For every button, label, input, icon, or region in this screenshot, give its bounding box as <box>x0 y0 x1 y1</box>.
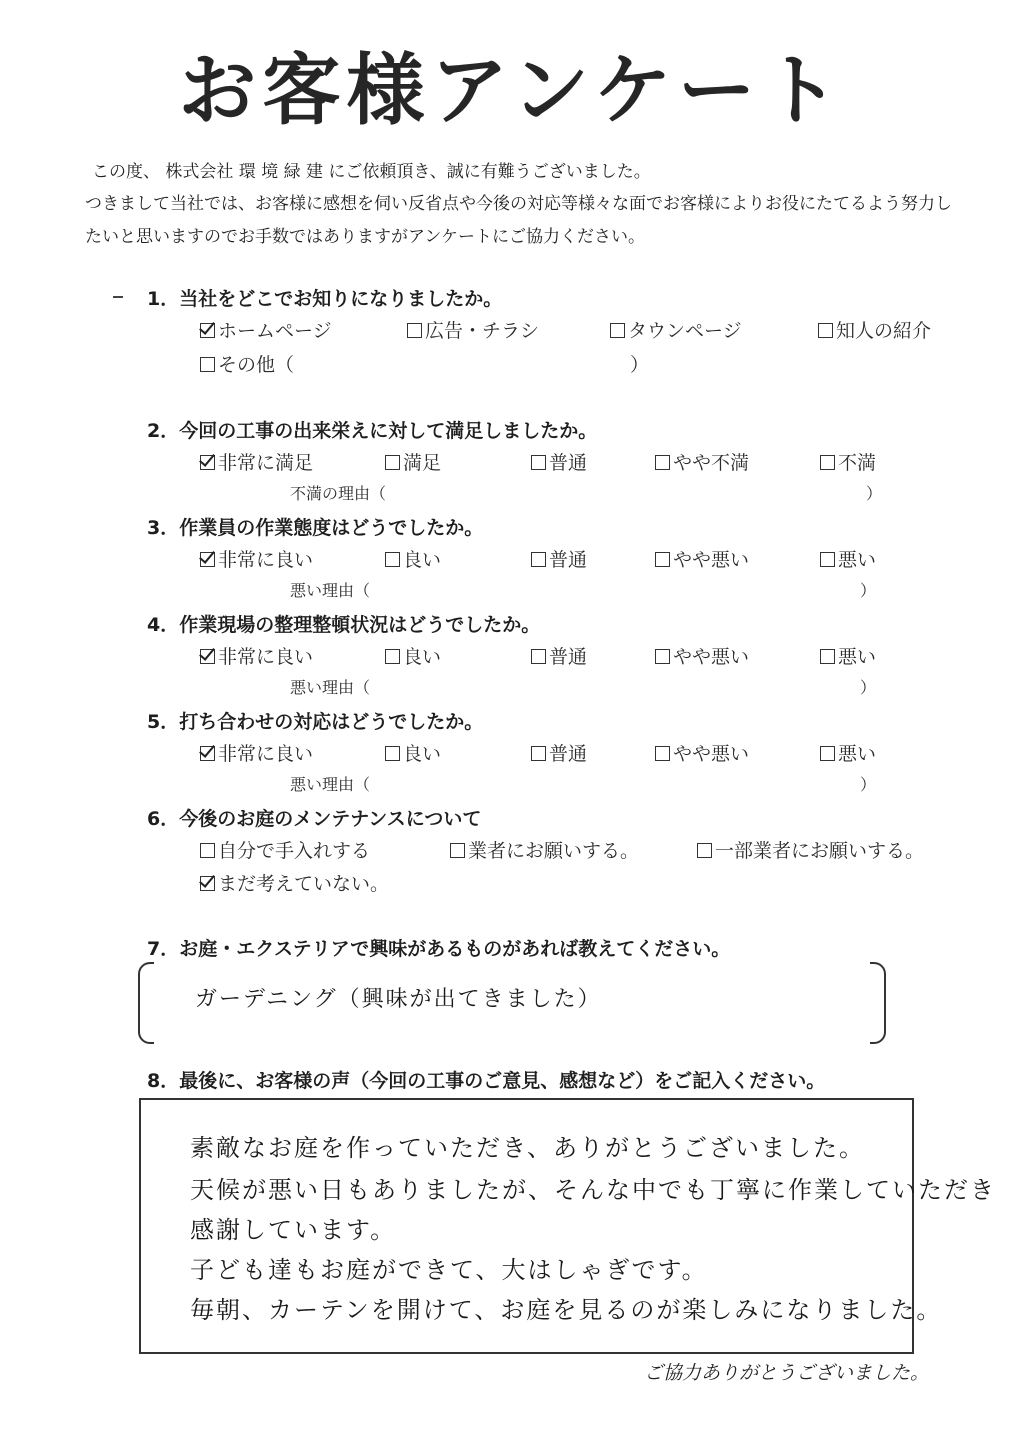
q6-option-contractor[interactable]: 業者にお願いする。 <box>450 836 639 863</box>
intro-line-2: つきまして当社では、お客様に感想を伺い反省点や今後の対応等様々な面でお客様によりお役にたてるよう努力し <box>85 194 952 214</box>
q2-option-normal[interactable]: 普通 <box>531 448 587 475</box>
q3-option-very-good[interactable]: 非常に良い <box>200 545 313 572</box>
closing-thanks: ご協力ありがとうございました。 <box>644 1362 930 1384</box>
q5-reason-label: 悪い理由（ <box>290 775 371 794</box>
q6-option-undecided[interactable]: まだ考えていない。 <box>200 869 389 896</box>
q7-bracket-left <box>138 962 154 1044</box>
q8-comment-line-5: 毎朝、カーテンを開けて、お庭を見るのが楽しみになりました。 <box>190 1296 943 1324</box>
margin-dash <box>113 296 123 298</box>
q5-reason-close: ） <box>860 775 877 794</box>
checkbox-checked[interactable] <box>200 876 215 891</box>
q3-option-somewhat-bad[interactable]: やや悪い <box>655 545 749 572</box>
checkbox[interactable] <box>385 552 400 567</box>
intro-line-1: この度、 株式会社 環 境 緑 建 にご依頼頂き、誠に有難うございました。 <box>92 162 651 182</box>
checkbox[interactable] <box>407 323 422 338</box>
checkbox[interactable] <box>200 357 215 372</box>
q8-title: 8．最後に、お客様の声（今回の工事のご意見、感想など）をご記入ください。 <box>147 1070 826 1092</box>
checkbox[interactable] <box>450 843 465 858</box>
checkbox[interactable] <box>531 746 546 761</box>
intro-line-3: たいと思いますのでお手数ではありますがアンケートにご協力ください。 <box>85 227 645 247</box>
q2-option-very-satisfied[interactable]: 非常に満足 <box>200 448 313 475</box>
q5-option-normal[interactable]: 普通 <box>531 739 587 766</box>
q8-comment-line-3: 感謝しています。 <box>190 1216 397 1244</box>
q3-reason-close: ） <box>860 581 877 600</box>
q6-option-partial-contractor[interactable]: 一部業者にお願いする。 <box>697 836 924 863</box>
checkbox[interactable] <box>610 323 625 338</box>
checkbox[interactable] <box>820 552 835 567</box>
q1-title: 1．当社をどこでお知りになりましたか。 <box>147 288 503 310</box>
q4-option-somewhat-bad[interactable]: やや悪い <box>655 642 749 669</box>
q5-option-somewhat-bad[interactable]: やや悪い <box>655 739 749 766</box>
q3-title: 3．作業員の作業態度はどうでしたか。 <box>147 517 484 539</box>
q6-title: 6．今後のお庭のメンテナンスについて <box>147 808 482 830</box>
checkbox[interactable] <box>820 746 835 761</box>
checkbox[interactable] <box>531 455 546 470</box>
q4-reason-close: ） <box>860 678 877 697</box>
q4-option-normal[interactable]: 普通 <box>531 642 587 669</box>
q2-option-dissatisfied[interactable]: 不満 <box>820 448 876 475</box>
q5-title: 5．打ち合わせの対応はどうでしたか。 <box>147 711 484 733</box>
checkbox-checked[interactable] <box>200 323 215 338</box>
q2-title: 2．今回の工事の出来栄えに対して満足しましたか。 <box>147 420 598 442</box>
page-title: お客様アンケート <box>178 46 846 136</box>
checkbox[interactable] <box>385 746 400 761</box>
q4-reason-label: 悪い理由（ <box>290 678 371 697</box>
q4-option-bad[interactable]: 悪い <box>820 642 876 669</box>
q1-other-close: ） <box>630 354 650 376</box>
checkbox[interactable] <box>818 323 833 338</box>
q5-option-good[interactable]: 良い <box>385 739 441 766</box>
q1-option-referral[interactable]: 知人の紹介 <box>818 316 931 343</box>
q2-option-satisfied[interactable]: 満足 <box>385 448 441 475</box>
checkbox[interactable] <box>200 843 215 858</box>
q8-comment-line-2: 天候が悪い日もありましたが、そんな中でも丁寧に作業していただき <box>190 1176 996 1204</box>
q1-option-other[interactable]: その他（ <box>200 350 294 377</box>
q4-option-good[interactable]: 良い <box>385 642 441 669</box>
checkbox-checked[interactable] <box>200 649 215 664</box>
q3-reason-label: 悪い理由（ <box>290 581 371 600</box>
checkbox-checked[interactable] <box>200 552 215 567</box>
checkbox[interactable] <box>655 552 670 567</box>
checkbox[interactable] <box>655 455 670 470</box>
q1-option-homepage[interactable]: ホームページ <box>200 316 332 343</box>
checkbox[interactable] <box>655 746 670 761</box>
checkbox[interactable] <box>385 649 400 664</box>
checkbox[interactable] <box>820 455 835 470</box>
q3-option-normal[interactable]: 普通 <box>531 545 587 572</box>
q2-reason-label: 不満の理由（ <box>290 484 387 503</box>
checkbox-checked[interactable] <box>200 455 215 470</box>
q2-reason-close: ） <box>866 484 883 503</box>
q7-answer[interactable]: ガーデニング（興味が出てきました） <box>195 987 602 1012</box>
checkbox[interactable] <box>655 649 670 664</box>
q1-option-townpage[interactable]: タウンページ <box>610 316 742 343</box>
q1-option-ad[interactable]: 広告・チラシ <box>407 316 539 343</box>
checkbox[interactable] <box>820 649 835 664</box>
q8-comment-line-4: 子ども達もお庭ができて、大はしゃぎです。 <box>190 1256 708 1284</box>
q3-option-good[interactable]: 良い <box>385 545 441 572</box>
q4-option-very-good[interactable]: 非常に良い <box>200 642 313 669</box>
q5-option-very-good[interactable]: 非常に良い <box>200 739 313 766</box>
checkbox[interactable] <box>697 843 712 858</box>
q7-bracket-right <box>870 962 886 1044</box>
checkbox[interactable] <box>531 552 546 567</box>
checkbox[interactable] <box>385 455 400 470</box>
q4-title: 4．作業現場の整理整頓状況はどうでしたか。 <box>147 614 541 636</box>
q7-title: 7．お庭・エクステリアで興味があるものがあれば教えてください。 <box>147 938 731 960</box>
q3-option-bad[interactable]: 悪い <box>820 545 876 572</box>
q8-comment-line-1: 素敵なお庭を作っていただき、ありがとうございました。 <box>190 1134 866 1162</box>
checkbox[interactable] <box>531 649 546 664</box>
q6-option-self[interactable]: 自分で手入れする <box>200 836 370 863</box>
q2-option-somewhat-dissatisfied[interactable]: やや不満 <box>655 448 749 475</box>
checkbox-checked[interactable] <box>200 746 215 761</box>
q5-option-bad[interactable]: 悪い <box>820 739 876 766</box>
